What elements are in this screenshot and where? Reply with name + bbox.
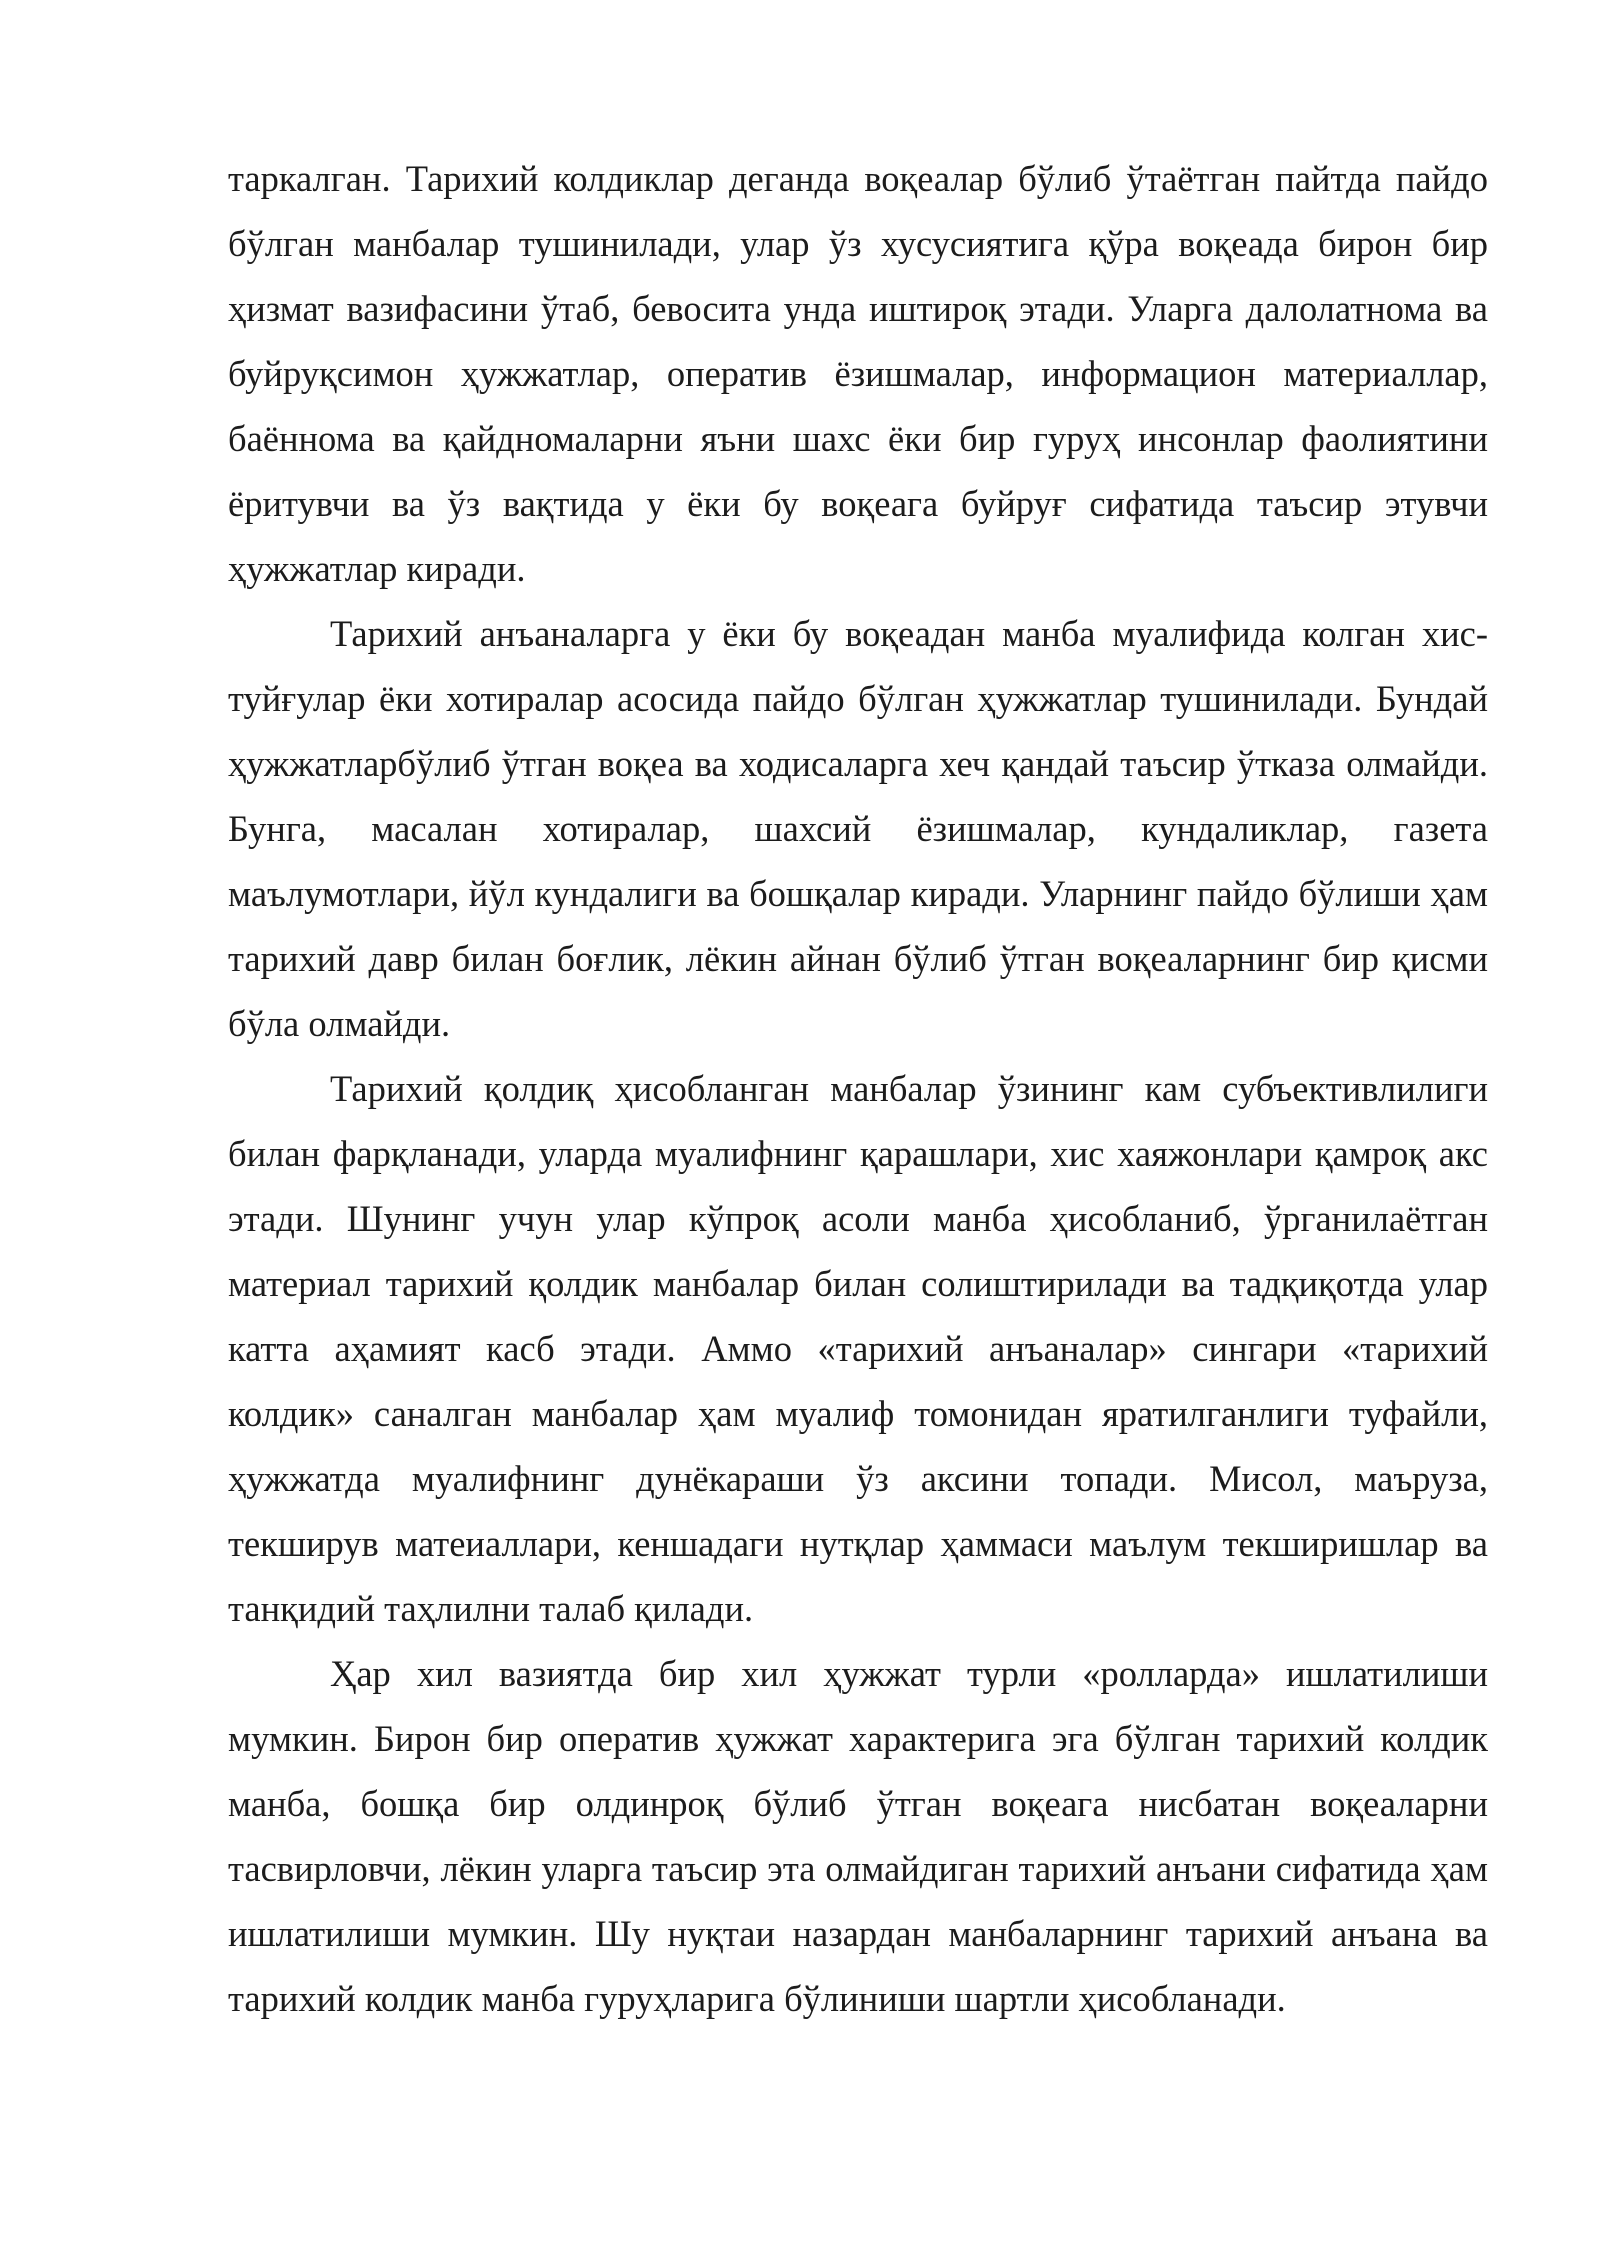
paragraph: Тарихий анъаналарга у ёки бу воқеадан манба муалифида колган хис-туйғулар ёки хотиралар асосида пайдо бўлган ҳужжатлар тушинилади. Бундай ҳужжатларбўлиб ўтган воқеа ва ходисаларга хеч қандай таъсир ўтказа олмайди. Бунга, масалан хотиралар, шахсий ёзишмалар, кундаликлар, газета маълумотлари, йўл кундалиги ва бошқалар киради. Уларнинг пайдо бўлиши ҳам тарихий давр билан боғлик, лёкин айнан бўлиб ўтган воқеаларнинг бир қисми бўла олмайди. <box>228 613 1488 1044</box>
document-page <box>228 146 1488 2031</box>
paragraph: таркалган. Тарихий колдиклар деганда воқеалар бўлиб ўтаётган пайтда пайдо бўлган манбалар тушинилади, улар ўз хусусиятига қўра воқеада бирон бир ҳизмат вазифасини ўтаб, бевосита унда иштироқ этади. Уларга далолатнома ва буйруқсимон ҳужжатлар, оператив ёзишмалар, информацион материаллар, баённома ва қайдномаларни яъни шахс ёки бир гуруҳ инсонлар фаолиятини ёритувчи ва ўз вақтида у ёки бу воқеага буйруғ сифатида таъсир этувчи ҳужжатлар киради. <box>228 158 1488 589</box>
paragraph: Ҳар хил вазиятда бир хил ҳужжат турли «ролларда» ишлатилиши мумкин. Бирон бир оператив ҳужжат характерига эга бўлган тарихий колдик манба, бошқа бир олдинроқ бўлиб ўтган воқеага нисбатан воқеаларни тасвирловчи, лёкин уларга таъсир эта олмайдиган тарихий анъани сифатида ҳам ишлатилиши мумкин. Шу нуқтаи назардан манбаларнинг тарихий анъана ва тарихий колдик манба гуруҳларига бўлиниши шартли ҳисобланади. <box>228 1653 1488 2019</box>
paragraph: Тарихий қолдиқ ҳисобланган манбалар ўзининг кам субъективлилиги билан фарқланади, уларда муалифнинг қарашлари, хис хаяжонлари қамроқ акс этади. Шунинг учун улар кўпроқ асоли манба ҳисобланиб, ўрганилаётган материал тарихий қолдик манбалар билан солиштирилади ва тадқиқотда улар катта аҳамият касб этади. Аммо «тарихий анъаналар» сингари «тарихий колдик» саналган манбалар ҳам муалиф томонидан яратилганлиги туфайли, ҳужжатда муалифнинг дунёкараши ўз аксини топади. Мисол, маъруза, текширув матеиаллари, кеншадаги нутқлар ҳаммаси маълум текширишлар ва танқидий таҳлилни талаб қилади. <box>228 1068 1488 1629</box>
